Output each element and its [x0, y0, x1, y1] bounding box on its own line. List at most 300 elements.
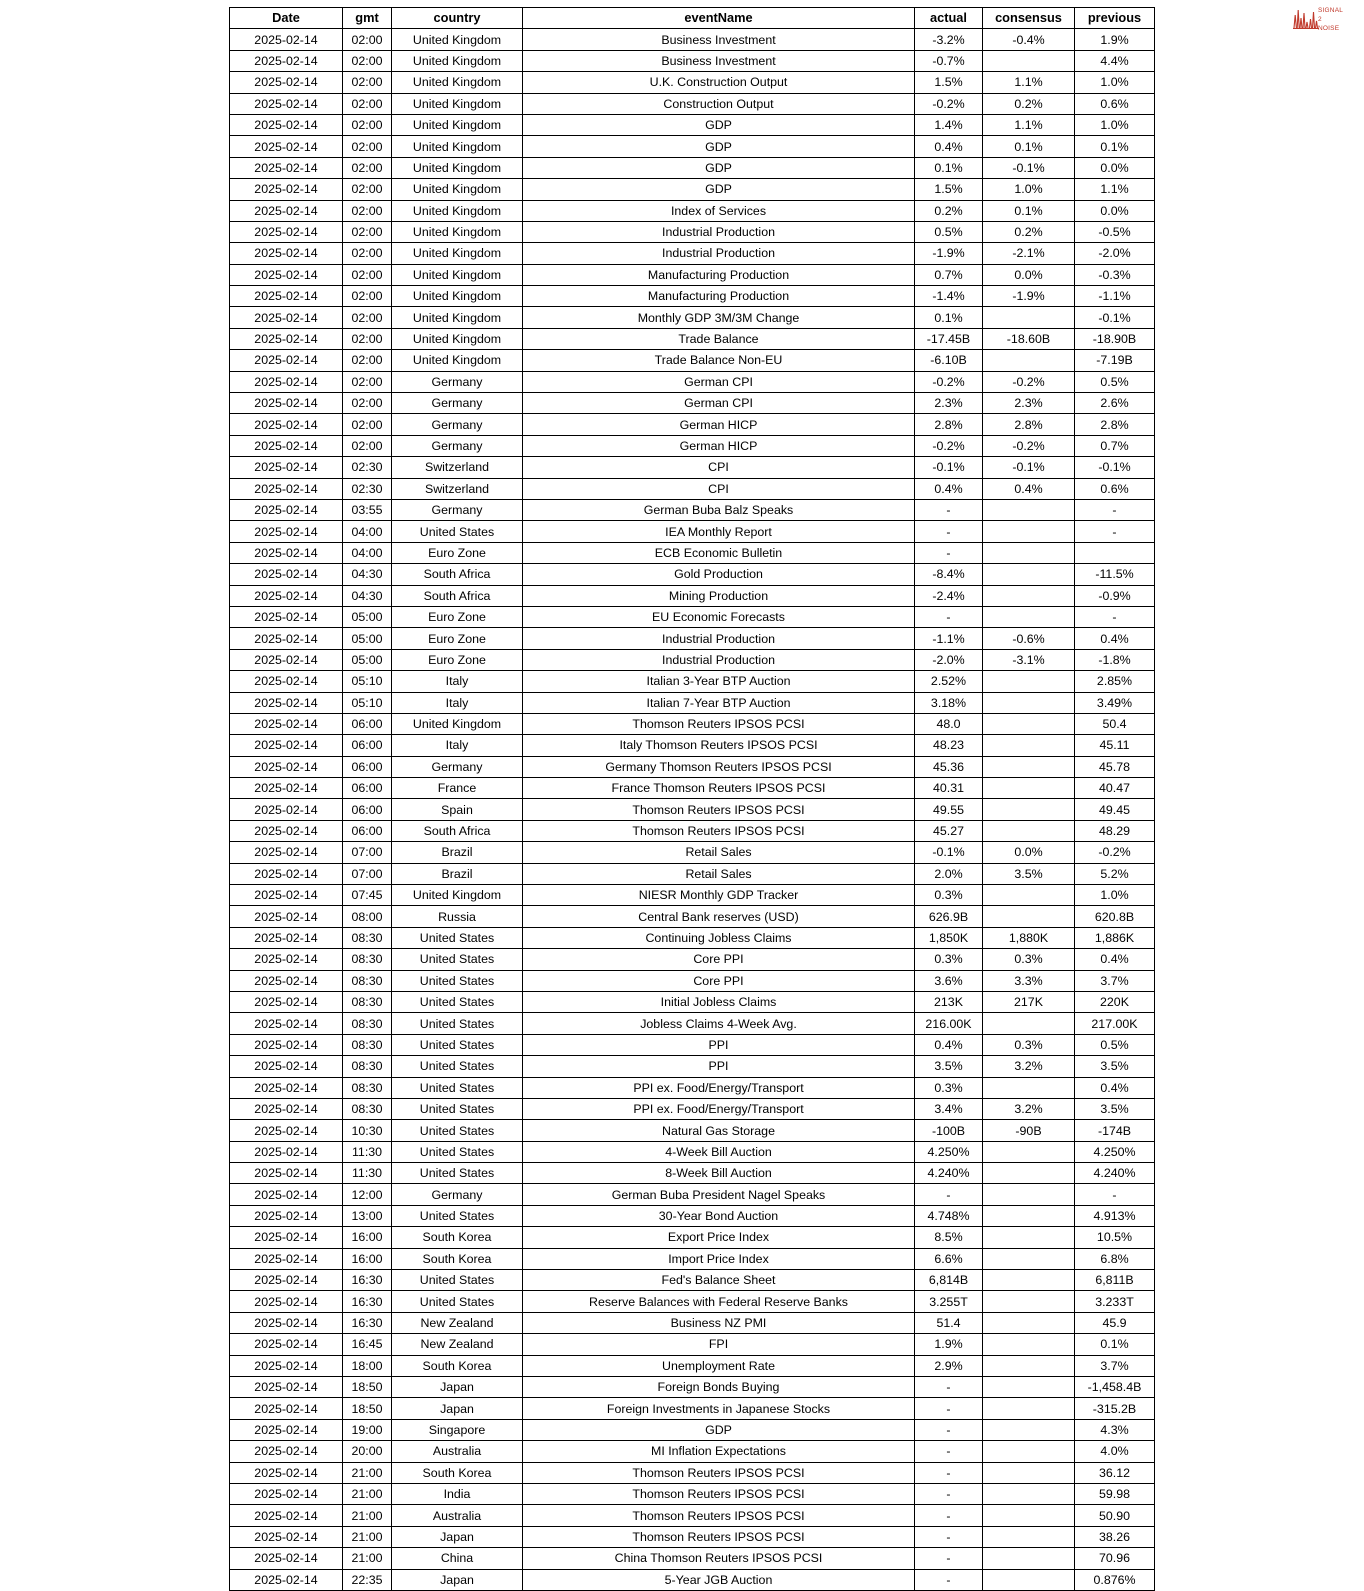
cell-consensus: 0.4%	[983, 478, 1075, 499]
cell-consensus	[983, 1398, 1075, 1419]
table-row[interactable]	[230, 906, 1155, 927]
cell-country: United Kingdom	[392, 72, 523, 93]
cell-eventname: IEA Monthly Report	[523, 521, 915, 542]
cell-eventname: Manufacturing Production	[523, 264, 915, 285]
cell-eventname: Continuing Jobless Claims	[523, 927, 915, 948]
table-row[interactable]	[230, 286, 1155, 307]
cell-gmt: 05:00	[343, 628, 392, 649]
cell-consensus: 0.1%	[983, 136, 1075, 157]
column-header-consensus[interactable]: consensus	[983, 8, 1075, 29]
table-row[interactable]	[230, 72, 1155, 93]
table-body	[230, 29, 1155, 1591]
cell-gmt: 18:50	[343, 1398, 392, 1419]
cell-previous: 4.250%	[1075, 1141, 1155, 1162]
cell-gmt: 02:00	[343, 393, 392, 414]
cell-previous: 45.11	[1075, 735, 1155, 756]
cell-date: 2025-02-14	[230, 692, 343, 713]
table-row[interactable]	[230, 885, 1155, 906]
cell-consensus	[983, 1312, 1075, 1333]
cell-actual: -	[915, 1526, 983, 1547]
cell-actual: 213K	[915, 991, 983, 1012]
cell-actual: -	[915, 1398, 983, 1419]
cell-date: 2025-02-14	[230, 50, 343, 71]
cell-country: United States	[392, 1270, 523, 1291]
cell-actual: -	[915, 1419, 983, 1440]
cell-previous: -1.1%	[1075, 286, 1155, 307]
cell-eventname: Industrial Production	[523, 628, 915, 649]
table-row[interactable]	[230, 264, 1155, 285]
cell-gmt: 06:00	[343, 820, 392, 841]
cell-actual: 0.4%	[915, 478, 983, 499]
cell-country: United States	[392, 1013, 523, 1034]
cell-previous: -0.5%	[1075, 221, 1155, 242]
cell-consensus	[983, 778, 1075, 799]
table-row[interactable]	[230, 50, 1155, 71]
cell-actual: -1.9%	[915, 243, 983, 264]
cell-gmt: 16:00	[343, 1227, 392, 1248]
cell-date: 2025-02-14	[230, 221, 343, 242]
cell-actual: 1,850K	[915, 927, 983, 948]
cell-date: 2025-02-14	[230, 1056, 343, 1077]
cell-consensus	[983, 735, 1075, 756]
cell-date: 2025-02-14	[230, 328, 343, 349]
cell-country: Spain	[392, 799, 523, 820]
cell-gmt: 02:00	[343, 286, 392, 307]
cell-country: United Kingdom	[392, 114, 523, 135]
cell-previous: 1.0%	[1075, 114, 1155, 135]
cell-gmt: 08:30	[343, 1013, 392, 1034]
table-row[interactable]	[230, 114, 1155, 135]
cell-actual: -3.2%	[915, 29, 983, 50]
cell-date: 2025-02-14	[230, 927, 343, 948]
cell-eventname: China Thomson Reuters IPSOS PCSI	[523, 1548, 915, 1569]
cell-eventname: Italian 7-Year BTP Auction	[523, 692, 915, 713]
table-row[interactable]	[230, 1141, 1155, 1162]
cell-actual: -100B	[915, 1120, 983, 1141]
cell-previous: -0.1%	[1075, 457, 1155, 478]
table-row[interactable]	[230, 649, 1155, 670]
table-row[interactable]	[230, 478, 1155, 499]
cell-date: 2025-02-14	[230, 243, 343, 264]
table-row[interactable]	[230, 1056, 1155, 1077]
table-row[interactable]	[230, 371, 1155, 392]
table-row[interactable]	[230, 1334, 1155, 1355]
cell-eventname: CPI	[523, 478, 915, 499]
cell-actual: 0.7%	[915, 264, 983, 285]
cell-gmt: 06:00	[343, 778, 392, 799]
table-row[interactable]	[230, 414, 1155, 435]
cell-consensus	[983, 1077, 1075, 1098]
cell-consensus	[983, 1505, 1075, 1526]
table-row[interactable]	[230, 393, 1155, 414]
table-row[interactable]	[230, 136, 1155, 157]
cell-date: 2025-02-14	[230, 778, 343, 799]
cell-consensus	[983, 906, 1075, 927]
cell-gmt: 02:00	[343, 307, 392, 328]
table-row[interactable]	[230, 799, 1155, 820]
cell-previous: 220K	[1075, 991, 1155, 1012]
table-row[interactable]	[230, 863, 1155, 884]
cell-actual: 0.3%	[915, 885, 983, 906]
cell-previous: -0.3%	[1075, 264, 1155, 285]
cell-actual: -1.1%	[915, 628, 983, 649]
table-row[interactable]	[230, 1120, 1155, 1141]
cell-eventname: CPI	[523, 457, 915, 478]
cell-country: India	[392, 1483, 523, 1504]
cell-date: 2025-02-14	[230, 1077, 343, 1098]
cell-eventname: German CPI	[523, 371, 915, 392]
cell-date: 2025-02-14	[230, 93, 343, 114]
table-row[interactable]	[230, 1184, 1155, 1205]
cell-date: 2025-02-14	[230, 457, 343, 478]
table-row[interactable]	[230, 1034, 1155, 1055]
cell-date: 2025-02-14	[230, 1441, 343, 1462]
cell-previous: 50.4	[1075, 713, 1155, 734]
table-row[interactable]	[230, 991, 1155, 1012]
table-row[interactable]	[230, 457, 1155, 478]
table-row[interactable]	[230, 1248, 1155, 1269]
cell-country: South Korea	[392, 1248, 523, 1269]
cell-actual: 8.5%	[915, 1227, 983, 1248]
cell-consensus: 3.2%	[983, 1056, 1075, 1077]
cell-gmt: 20:00	[343, 1441, 392, 1462]
cell-gmt: 02:00	[343, 179, 392, 200]
cell-eventname: Thomson Reuters IPSOS PCSI	[523, 713, 915, 734]
table-row[interactable]	[230, 1163, 1155, 1184]
cell-previous: 45.9	[1075, 1312, 1155, 1333]
cell-actual: 3.255T	[915, 1291, 983, 1312]
cell-consensus	[983, 50, 1075, 71]
cell-actual: 3.4%	[915, 1098, 983, 1119]
cell-actual: 2.52%	[915, 671, 983, 692]
cell-gmt: 04:30	[343, 564, 392, 585]
cell-gmt: 02:00	[343, 243, 392, 264]
cell-country: Euro Zone	[392, 542, 523, 563]
cell-date: 2025-02-14	[230, 564, 343, 585]
cell-country: United States	[392, 521, 523, 542]
cell-gmt: 03:55	[343, 499, 392, 520]
cell-date: 2025-02-14	[230, 1098, 343, 1119]
table-row[interactable]	[230, 435, 1155, 456]
cell-previous: 3.49%	[1075, 692, 1155, 713]
cell-actual: 0.3%	[915, 949, 983, 970]
cell-actual: -2.4%	[915, 585, 983, 606]
cell-gmt: 06:00	[343, 756, 392, 777]
cell-consensus: 1.0%	[983, 179, 1075, 200]
cell-country: United Kingdom	[392, 264, 523, 285]
cell-consensus: -3.1%	[983, 649, 1075, 670]
cell-date: 2025-02-14	[230, 885, 343, 906]
table-row[interactable]	[230, 93, 1155, 114]
table-row[interactable]	[230, 499, 1155, 520]
cell-actual: 0.4%	[915, 1034, 983, 1055]
table-row[interactable]	[230, 927, 1155, 948]
cell-date: 2025-02-14	[230, 350, 343, 371]
table-row[interactable]	[230, 842, 1155, 863]
cell-gmt: 11:30	[343, 1141, 392, 1162]
cell-eventname: Thomson Reuters IPSOS PCSI	[523, 1526, 915, 1547]
cell-consensus	[983, 820, 1075, 841]
cell-actual: 6,814B	[915, 1270, 983, 1291]
cell-gmt: 02:00	[343, 93, 392, 114]
cell-eventname: GDP	[523, 136, 915, 157]
cell-gmt: 08:30	[343, 1098, 392, 1119]
cell-actual: 3.5%	[915, 1056, 983, 1077]
cell-consensus	[983, 1419, 1075, 1440]
cell-consensus	[983, 1163, 1075, 1184]
table-row[interactable]	[230, 1526, 1155, 1547]
table-row[interactable]	[230, 157, 1155, 178]
cell-actual: -	[915, 1483, 983, 1504]
table-row[interactable]	[230, 1483, 1155, 1504]
cell-eventname: EU Economic Forecasts	[523, 606, 915, 627]
table-row[interactable]	[230, 200, 1155, 221]
cell-eventname: Reserve Balances with Federal Reserve Banks	[523, 1291, 915, 1312]
cell-actual: -	[915, 606, 983, 627]
table-row[interactable]	[230, 713, 1155, 734]
table-row[interactable]	[230, 1355, 1155, 1376]
cell-consensus: -2.1%	[983, 243, 1075, 264]
table-row[interactable]	[230, 1441, 1155, 1462]
cell-previous: 0.4%	[1075, 1077, 1155, 1098]
cell-previous: 6,811B	[1075, 1270, 1155, 1291]
cell-country: United States	[392, 1098, 523, 1119]
cell-date: 2025-02-14	[230, 1526, 343, 1547]
cell-date: 2025-02-14	[230, 72, 343, 93]
cell-date: 2025-02-14	[230, 1270, 343, 1291]
cell-actual: 1.5%	[915, 179, 983, 200]
cell-date: 2025-02-14	[230, 820, 343, 841]
cell-eventname: Industrial Production	[523, 243, 915, 264]
cell-consensus	[983, 499, 1075, 520]
cell-previous: 1.0%	[1075, 885, 1155, 906]
cell-date: 2025-02-14	[230, 649, 343, 670]
cell-eventname: Core PPI	[523, 970, 915, 991]
table-row[interactable]	[230, 628, 1155, 649]
cell-consensus: 1.1%	[983, 72, 1075, 93]
cell-gmt: 05:00	[343, 649, 392, 670]
cell-gmt: 02:30	[343, 457, 392, 478]
cell-consensus	[983, 1013, 1075, 1034]
cell-previous: 0.4%	[1075, 628, 1155, 649]
cell-actual: -2.0%	[915, 649, 983, 670]
table-row[interactable]	[230, 221, 1155, 242]
table-row[interactable]	[230, 1419, 1155, 1440]
cell-previous: 2.85%	[1075, 671, 1155, 692]
logo-line-signal: SIGNAL	[1318, 7, 1344, 14]
table-row[interactable]	[230, 1505, 1155, 1526]
cell-actual: -6.10B	[915, 350, 983, 371]
cell-country: Germany	[392, 371, 523, 392]
cell-eventname: NIESR Monthly GDP Tracker	[523, 885, 915, 906]
cell-gmt: 07:45	[343, 885, 392, 906]
cell-date: 2025-02-14	[230, 499, 343, 520]
cell-eventname: Thomson Reuters IPSOS PCSI	[523, 1505, 915, 1526]
cell-actual: 626.9B	[915, 906, 983, 927]
cell-country: United Kingdom	[392, 200, 523, 221]
cell-previous: 6.8%	[1075, 1248, 1155, 1269]
cell-eventname: Business Investment	[523, 50, 915, 71]
cell-consensus	[983, 799, 1075, 820]
cell-date: 2025-02-14	[230, 1248, 343, 1269]
cell-eventname: Jobless Claims 4-Week Avg.	[523, 1013, 915, 1034]
column-header-previous[interactable]: previous	[1075, 8, 1155, 29]
cell-consensus: -0.2%	[983, 371, 1075, 392]
cell-gmt: 02:00	[343, 200, 392, 221]
column-header-gmt[interactable]: gmt	[343, 8, 392, 29]
cell-actual: -	[915, 521, 983, 542]
table-row[interactable]	[230, 1569, 1155, 1590]
cell-eventname: Business NZ PMI	[523, 1312, 915, 1333]
cell-date: 2025-02-14	[230, 521, 343, 542]
cell-date: 2025-02-14	[230, 906, 343, 927]
table-row[interactable]	[230, 1548, 1155, 1569]
table-row[interactable]	[230, 692, 1155, 713]
cell-gmt: 02:00	[343, 29, 392, 50]
cell-country: Italy	[392, 671, 523, 692]
table-row[interactable]	[230, 1205, 1155, 1226]
cell-actual: 1.4%	[915, 114, 983, 135]
cell-eventname: German Buba President Nagel Speaks	[523, 1184, 915, 1205]
table-row[interactable]	[230, 1462, 1155, 1483]
cell-country: Japan	[392, 1569, 523, 1590]
table-row[interactable]	[230, 756, 1155, 777]
cell-date: 2025-02-14	[230, 1227, 343, 1248]
cell-consensus	[983, 1355, 1075, 1376]
table-row[interactable]	[230, 1227, 1155, 1248]
cell-consensus	[983, 350, 1075, 371]
table-row[interactable]	[230, 671, 1155, 692]
cell-previous: 0.0%	[1075, 157, 1155, 178]
cell-country: New Zealand	[392, 1334, 523, 1355]
cell-actual: -	[915, 1569, 983, 1590]
economic-calendar-table-wrapper	[229, 7, 1155, 1591]
column-header-date[interactable]: Date	[230, 8, 343, 29]
cell-previous: -7.19B	[1075, 350, 1155, 371]
cell-gmt: 02:00	[343, 157, 392, 178]
cell-country: United Kingdom	[392, 713, 523, 734]
cell-gmt: 21:00	[343, 1526, 392, 1547]
cell-previous: -0.2%	[1075, 842, 1155, 863]
table-row[interactable]	[230, 328, 1155, 349]
table-row[interactable]	[230, 29, 1155, 50]
cell-eventname: Business Investment	[523, 29, 915, 50]
cell-eventname: Foreign Bonds Buying	[523, 1377, 915, 1398]
table-header-row	[230, 8, 1155, 29]
cell-actual: 45.36	[915, 756, 983, 777]
cell-gmt: 16:00	[343, 1248, 392, 1269]
cell-previous: 1.0%	[1075, 72, 1155, 93]
cell-consensus: -0.4%	[983, 29, 1075, 50]
cell-actual: -17.45B	[915, 328, 983, 349]
cell-country: South Korea	[392, 1227, 523, 1248]
cell-gmt: 07:00	[343, 842, 392, 863]
table-row[interactable]	[230, 970, 1155, 991]
cell-country: United Kingdom	[392, 179, 523, 200]
cell-previous: 36.12	[1075, 1462, 1155, 1483]
table-row[interactable]	[230, 350, 1155, 371]
cell-consensus	[983, 1377, 1075, 1398]
cell-date: 2025-02-14	[230, 799, 343, 820]
cell-actual: -	[915, 1505, 983, 1526]
table-row[interactable]	[230, 1098, 1155, 1119]
cell-actual: -	[915, 1548, 983, 1569]
cell-gmt: 18:50	[343, 1377, 392, 1398]
cell-previous: -1.8%	[1075, 649, 1155, 670]
table-row[interactable]	[230, 1291, 1155, 1312]
table-row[interactable]	[230, 564, 1155, 585]
cell-consensus	[983, 1270, 1075, 1291]
cell-date: 2025-02-14	[230, 863, 343, 884]
cell-gmt: 08:30	[343, 1034, 392, 1055]
table-row[interactable]	[230, 243, 1155, 264]
table-row[interactable]	[230, 1270, 1155, 1291]
table-row[interactable]	[230, 585, 1155, 606]
cell-previous: 0.876%	[1075, 1569, 1155, 1590]
cell-previous: 40.47	[1075, 778, 1155, 799]
table-row[interactable]	[230, 542, 1155, 563]
cell-actual: -0.2%	[915, 371, 983, 392]
table-row[interactable]	[230, 521, 1155, 542]
cell-gmt: 16:30	[343, 1270, 392, 1291]
table-row[interactable]	[230, 735, 1155, 756]
cell-eventname: GDP	[523, 114, 915, 135]
table-row[interactable]	[230, 1398, 1155, 1419]
cell-previous: 1.9%	[1075, 29, 1155, 50]
table-row[interactable]	[230, 820, 1155, 841]
table-row[interactable]	[230, 1013, 1155, 1034]
cell-date: 2025-02-14	[230, 713, 343, 734]
cell-gmt: 02:00	[343, 264, 392, 285]
cell-date: 2025-02-14	[230, 200, 343, 221]
cell-gmt: 02:00	[343, 50, 392, 71]
cell-eventname: Industrial Production	[523, 649, 915, 670]
cell-eventname: Germany Thomson Reuters IPSOS PCSI	[523, 756, 915, 777]
table-row[interactable]	[230, 179, 1155, 200]
cell-previous: 0.1%	[1075, 136, 1155, 157]
cell-country: Russia	[392, 906, 523, 927]
cell-date: 2025-02-14	[230, 1334, 343, 1355]
cell-consensus	[983, 564, 1075, 585]
table-row[interactable]	[230, 606, 1155, 627]
cell-consensus: 0.2%	[983, 93, 1075, 114]
column-header-country[interactable]: country	[392, 8, 523, 29]
cell-country: Brazil	[392, 863, 523, 884]
cell-eventname: GDP	[523, 179, 915, 200]
cell-consensus: -1.9%	[983, 286, 1075, 307]
cell-previous: 0.0%	[1075, 200, 1155, 221]
cell-eventname: PPI	[523, 1034, 915, 1055]
cell-gmt: 02:00	[343, 136, 392, 157]
table-row[interactable]	[230, 778, 1155, 799]
table-row[interactable]	[230, 949, 1155, 970]
column-header-eventname[interactable]: eventName	[523, 8, 915, 29]
table-row[interactable]	[230, 1077, 1155, 1098]
table-row[interactable]	[230, 1377, 1155, 1398]
cell-eventname: Initial Jobless Claims	[523, 991, 915, 1012]
cell-consensus	[983, 1205, 1075, 1226]
cell-gmt: 22:35	[343, 1569, 392, 1590]
column-header-actual[interactable]: actual	[915, 8, 983, 29]
table-row[interactable]	[230, 307, 1155, 328]
cell-consensus	[983, 692, 1075, 713]
cell-consensus	[983, 1248, 1075, 1269]
cell-country: United Kingdom	[392, 157, 523, 178]
table-row[interactable]	[230, 1312, 1155, 1333]
cell-consensus	[983, 885, 1075, 906]
cell-previous: 4.3%	[1075, 1419, 1155, 1440]
cell-previous: 4.4%	[1075, 50, 1155, 71]
